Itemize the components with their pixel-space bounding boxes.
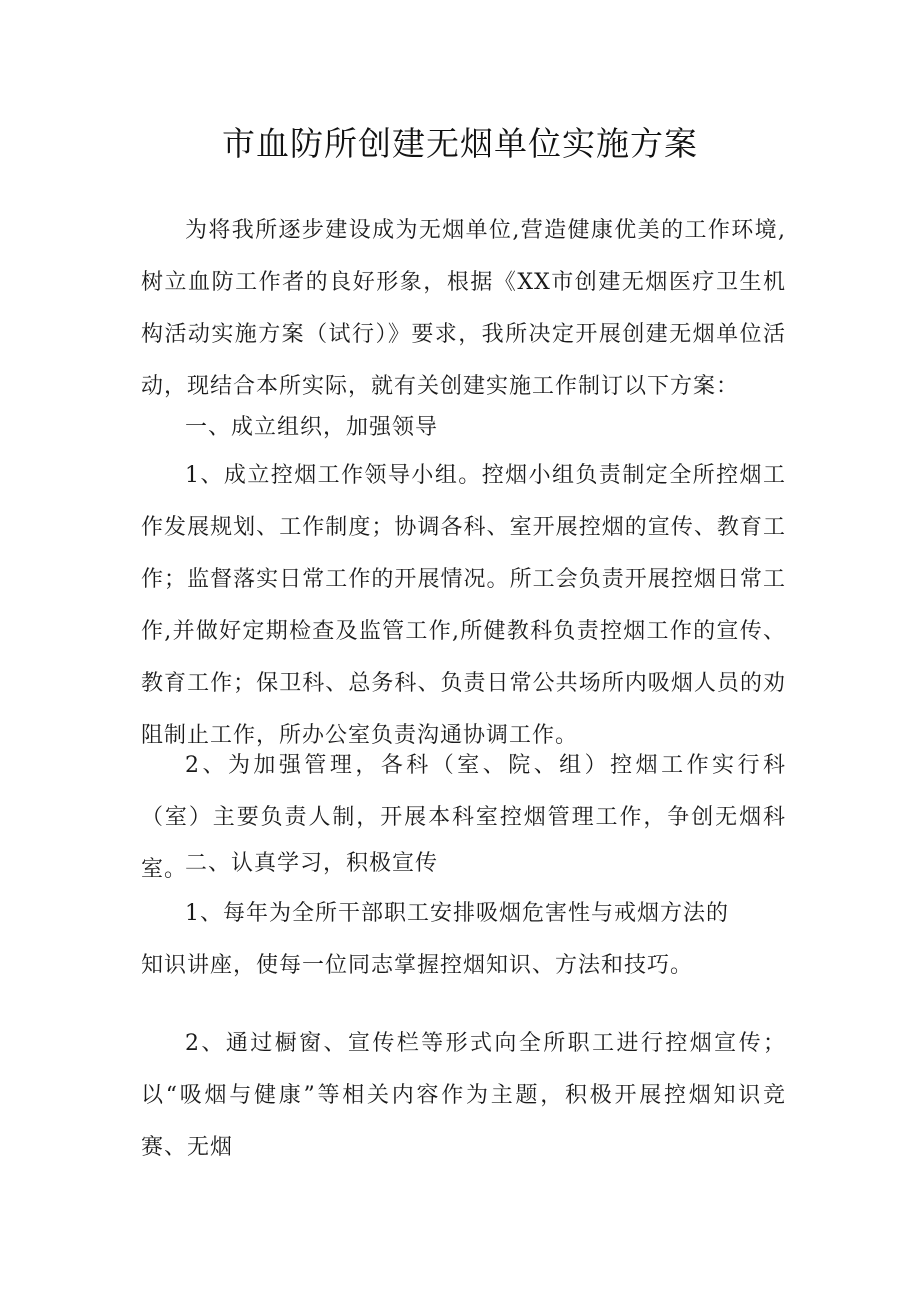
section2-item1-line2: 知识讲座，使每一位同志掌握控烟知识、方法和技巧。 — [141, 953, 694, 978]
section-heading-2: 二、认真学习，积极宣传 — [185, 851, 439, 876]
intro-paragraph: 为将我所逐步建设成为无烟单位,营造健康优美的工作环境,树立血防工作者的良好形象，根据《XX市创建无烟医疗卫生机构活动实施方案（试行）》要求，我所决定开展创建无烟单位活动，现结合本所实际，就有关创建实施工作制订以下方案： — [141, 218, 786, 399]
section1-item1-paragraph: 1、成立控烟工作领导小组。控烟小组负责制定全所控烟工作发展规划、工作制度；协调各科、室开展控烟的宣传、教育工作；监督落实日常工作的开展情况。所工会负责开展控烟日常工作,并做好定期检查及监管工作,所健教科负责控烟工作的宣传、教育工作；保卫科、总务科、负责日常公共场所内吸烟人员的劝阻制止工作，所办公室负责沟通协调工作。 — [141, 463, 786, 748]
section-heading-1: 一、成立组织，加强领导 — [185, 415, 439, 440]
section1-item2-paragraph: 2、为加强管理，各科（室、院、组）控烟工作实行科（室）主要负责人制，开展本科室控烟管理工作，争创无烟科室。 — [141, 753, 786, 882]
document-title: 市血防所创建无烟单位实施方案 — [222, 124, 698, 163]
section2-item2-paragraph: 2、通过橱窗、宣传栏等形式向全所职工进行控烟宣传；以“吸烟与健康”等相关内容作为主题，积极开展控烟知识竞赛、无烟 — [141, 1031, 786, 1160]
section2-item1-line1: 1、每年为全所干部职工安排吸烟危害性与戒烟方法的 — [185, 901, 729, 926]
